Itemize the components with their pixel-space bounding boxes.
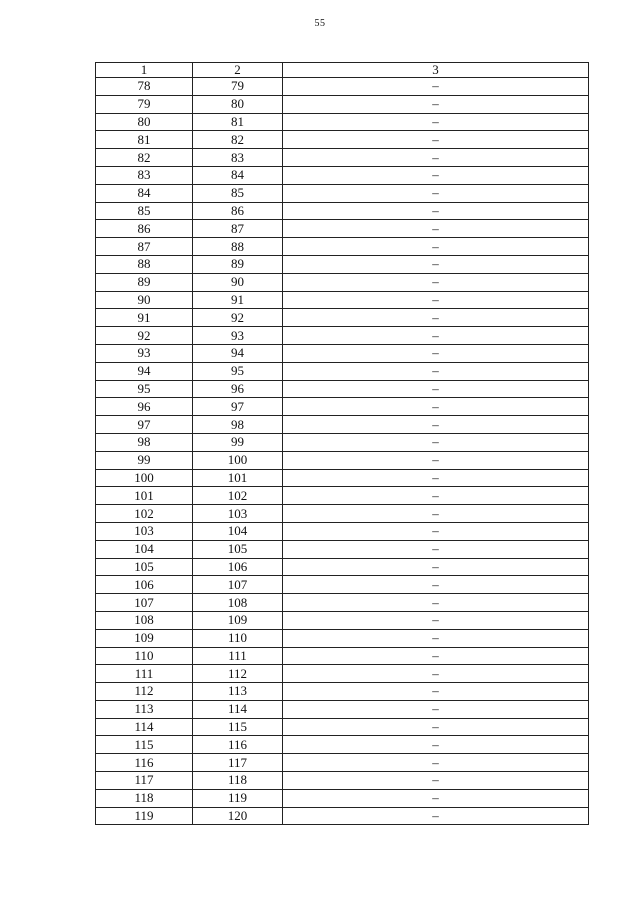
table-row (96, 487, 589, 505)
table-cell-col-2: 102 (193, 487, 283, 505)
table-row (96, 166, 589, 184)
table-cell-col-3: – (283, 558, 589, 576)
table-row (96, 327, 589, 345)
table-cell-col-2: 88 (193, 238, 283, 256)
table-cell-col-2: 110 (193, 629, 283, 647)
table-cell-col-2: 86 (193, 202, 283, 220)
table-cell-col-2: 94 (193, 344, 283, 362)
table-cell-col-1: 119 (96, 807, 193, 825)
table-cell-col-2: 98 (193, 416, 283, 434)
table-cell-col-2: 92 (193, 309, 283, 327)
table-cell-col-2: 114 (193, 700, 283, 718)
table-cell-col-3: – (283, 166, 589, 184)
table-cell-col-3: – (283, 149, 589, 167)
table-cell-col-3: – (283, 487, 589, 505)
table-cell-col-2: 91 (193, 291, 283, 309)
table-row (96, 789, 589, 807)
table-cell-col-2: 89 (193, 255, 283, 273)
table-row (96, 522, 589, 540)
table-cell-col-3: – (283, 718, 589, 736)
table-row (96, 309, 589, 327)
table-cell-col-2: 82 (193, 131, 283, 149)
table-cell-col-3: – (283, 522, 589, 540)
page-number: 55 (314, 18, 326, 29)
table-cell-col-3: – (283, 309, 589, 327)
table-cell-col-1: 110 (96, 647, 193, 665)
table-row (96, 451, 589, 469)
table-cell-col-1: 117 (96, 772, 193, 790)
table-cell-col-2: 111 (193, 647, 283, 665)
table-row (96, 736, 589, 754)
table-row (96, 149, 589, 167)
table-cell-col-2: 109 (193, 611, 283, 629)
table-cell-col-2: 112 (193, 665, 283, 683)
table-cell-col-2: 90 (193, 273, 283, 291)
table-row (96, 505, 589, 523)
table-cell-col-2: 93 (193, 327, 283, 345)
table-cell-col-1: 78 (96, 78, 193, 96)
table-cell-col-1: 88 (96, 255, 193, 273)
table-cell-col-1: 118 (96, 789, 193, 807)
table-cell-col-2: 120 (193, 807, 283, 825)
table-cell-col-1: 92 (96, 327, 193, 345)
table-cell-col-2: 95 (193, 362, 283, 380)
table-row (96, 594, 589, 612)
table-cell-col-1: 100 (96, 469, 193, 487)
table-cell-col-3: – (283, 362, 589, 380)
table-row (96, 665, 589, 683)
data-table (95, 62, 589, 825)
table-row (96, 469, 589, 487)
table-cell-col-2: 117 (193, 754, 283, 772)
table-cell-col-3: – (283, 255, 589, 273)
table-cell-col-3: – (283, 594, 589, 612)
table-cell-col-1: 79 (96, 95, 193, 113)
table-row (96, 202, 589, 220)
table-cell-col-2: 83 (193, 149, 283, 167)
table-cell-col-1: 95 (96, 380, 193, 398)
table-row (96, 131, 589, 149)
table-row (96, 433, 589, 451)
table-row (96, 113, 589, 131)
table-cell-col-2: 100 (193, 451, 283, 469)
table-cell-col-2: 103 (193, 505, 283, 523)
table-row (96, 95, 589, 113)
table-cell-col-3: – (283, 736, 589, 754)
table-row (96, 78, 589, 96)
table-cell-col-3: – (283, 238, 589, 256)
table-header-row (96, 63, 589, 78)
table-cell-col-1: 114 (96, 718, 193, 736)
table-cell-col-3: – (283, 220, 589, 238)
table-cell-col-3: – (283, 380, 589, 398)
table-cell-col-3: – (283, 789, 589, 807)
table-cell-col-3: – (283, 451, 589, 469)
table-row (96, 273, 589, 291)
table-row (96, 238, 589, 256)
table-row (96, 754, 589, 772)
table-cell-col-1: 81 (96, 131, 193, 149)
table-cell-col-2: 81 (193, 113, 283, 131)
table-cell-col-3: – (283, 540, 589, 558)
table-cell-col-1: 102 (96, 505, 193, 523)
table-row (96, 398, 589, 416)
table-cell-col-2: 113 (193, 683, 283, 701)
table-row (96, 718, 589, 736)
table-cell-col-1: 87 (96, 238, 193, 256)
table-body (96, 78, 589, 825)
table-cell-col-2: 104 (193, 522, 283, 540)
table-cell-col-1: 86 (96, 220, 193, 238)
table-cell-col-2: 101 (193, 469, 283, 487)
table-cell-col-3: – (283, 505, 589, 523)
table-row (96, 291, 589, 309)
table-cell-col-2: 79 (193, 78, 283, 96)
table-cell-col-1: 104 (96, 540, 193, 558)
table-cell-col-2: 99 (193, 433, 283, 451)
column-header-2: 2 (193, 63, 283, 78)
table-row (96, 362, 589, 380)
table-cell-col-1: 85 (96, 202, 193, 220)
table-cell-col-3: – (283, 344, 589, 362)
table-cell-col-1: 108 (96, 611, 193, 629)
table-cell-col-1: 83 (96, 166, 193, 184)
table-cell-col-1: 105 (96, 558, 193, 576)
table-row (96, 416, 589, 434)
table-cell-col-2: 85 (193, 184, 283, 202)
table-cell-col-1: 90 (96, 291, 193, 309)
table-cell-col-3: – (283, 629, 589, 647)
table-cell-col-1: 84 (96, 184, 193, 202)
table-cell-col-1: 103 (96, 522, 193, 540)
table-cell-col-1: 106 (96, 576, 193, 594)
table-cell-col-2: 97 (193, 398, 283, 416)
table-cell-col-3: – (283, 700, 589, 718)
table-cell-col-1: 82 (96, 149, 193, 167)
table-cell-col-3: – (283, 273, 589, 291)
table-row (96, 220, 589, 238)
table-cell-col-2: 96 (193, 380, 283, 398)
table-cell-col-2: 116 (193, 736, 283, 754)
table-cell-col-3: – (283, 611, 589, 629)
table-cell-col-3: – (283, 291, 589, 309)
table-row (96, 255, 589, 273)
table-cell-col-2: 80 (193, 95, 283, 113)
table-cell-col-1: 96 (96, 398, 193, 416)
table-cell-col-1: 101 (96, 487, 193, 505)
table-row (96, 344, 589, 362)
table-cell-col-3: – (283, 433, 589, 451)
table-cell-col-3: – (283, 202, 589, 220)
table-cell-col-2: 105 (193, 540, 283, 558)
table-cell-col-2: 87 (193, 220, 283, 238)
table-cell-col-3: – (283, 647, 589, 665)
table-row (96, 611, 589, 629)
table-cell-col-3: – (283, 683, 589, 701)
table-cell-col-3: – (283, 807, 589, 825)
table-cell-col-1: 112 (96, 683, 193, 701)
table-row (96, 647, 589, 665)
table-cell-col-1: 98 (96, 433, 193, 451)
table-row (96, 576, 589, 594)
table-cell-col-1: 115 (96, 736, 193, 754)
table-cell-col-3: – (283, 95, 589, 113)
table-cell-col-3: – (283, 416, 589, 434)
table-row (96, 540, 589, 558)
table-row (96, 558, 589, 576)
table-cell-col-3: – (283, 754, 589, 772)
table-cell-col-2: 107 (193, 576, 283, 594)
table-cell-col-3: – (283, 665, 589, 683)
table-cell-col-1: 107 (96, 594, 193, 612)
table-cell-col-2: 108 (193, 594, 283, 612)
table-cell-col-3: – (283, 113, 589, 131)
table-cell-col-3: – (283, 131, 589, 149)
table-cell-col-3: – (283, 772, 589, 790)
table-row (96, 772, 589, 790)
table-cell-col-1: 97 (96, 416, 193, 434)
table-cell-col-3: – (283, 576, 589, 594)
table-cell-col-3: – (283, 184, 589, 202)
table-cell-col-2: 118 (193, 772, 283, 790)
table-cell-col-2: 119 (193, 789, 283, 807)
table-cell-col-1: 91 (96, 309, 193, 327)
column-header-1: 1 (96, 63, 193, 78)
table-row (96, 807, 589, 825)
table-row (96, 184, 589, 202)
table-cell-col-2: 106 (193, 558, 283, 576)
table-cell-col-1: 111 (96, 665, 193, 683)
table-cell-col-1: 80 (96, 113, 193, 131)
table-cell-col-1: 89 (96, 273, 193, 291)
column-header-3: 3 (283, 63, 589, 78)
table-cell-col-3: – (283, 398, 589, 416)
table-cell-col-3: – (283, 469, 589, 487)
table-row (96, 700, 589, 718)
table-row (96, 683, 589, 701)
table-cell-col-3: – (283, 78, 589, 96)
table-cell-col-1: 113 (96, 700, 193, 718)
table-cell-col-1: 109 (96, 629, 193, 647)
table-cell-col-1: 99 (96, 451, 193, 469)
table-cell-col-2: 84 (193, 166, 283, 184)
table-cell-col-2: 115 (193, 718, 283, 736)
table-row (96, 380, 589, 398)
table-cell-col-1: 116 (96, 754, 193, 772)
table-cell-col-1: 93 (96, 344, 193, 362)
table-row (96, 629, 589, 647)
table-cell-col-1: 94 (96, 362, 193, 380)
table-cell-col-3: – (283, 327, 589, 345)
